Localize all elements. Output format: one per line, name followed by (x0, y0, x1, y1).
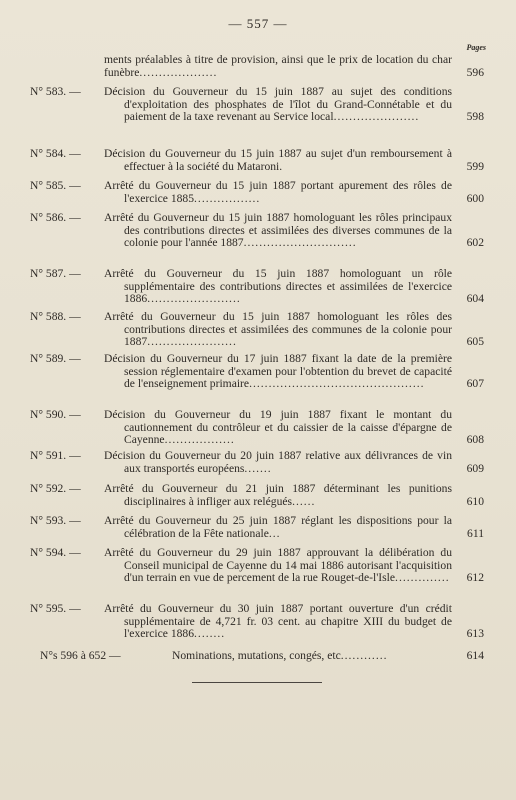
leader-dots: ....... (244, 461, 272, 475)
entry-page: 600 (466, 191, 484, 205)
list-item (30, 148, 484, 173)
list-item (30, 603, 484, 641)
entry-text: Arrêté du Gouverneur du 15 juin 1887 homologuant les rôles principaux des contributions directes et assimilées des diverses communes de la colonie pour l'année 1887 (104, 211, 452, 250)
leader-dots: ...................... (333, 110, 420, 124)
list-item (30, 483, 484, 508)
entry-page: 605 (466, 335, 484, 349)
entry-number: N° 590. — (30, 408, 81, 421)
list-item (30, 54, 484, 79)
entry-number: N° 595. — (30, 602, 81, 615)
list-item (30, 515, 484, 540)
entry-text: Arrêté du Gouverneur du 25 juin 1887 réglant les dispositions pour la célébration de la Fête nationale (104, 514, 452, 540)
list-item (30, 409, 484, 447)
entry-text: Arrêté du Gouverneur du 15 juin 1887 homologuant les rôles des contributions directes et assimilées des communes de la colonie pour 1887 (104, 310, 452, 349)
list-item (30, 650, 484, 663)
entry-page: 599 (466, 159, 484, 173)
leader-dots: ............................. (243, 236, 357, 250)
entry-page: 604 (466, 292, 484, 306)
page-number: — 557 — (228, 16, 288, 31)
entry-page: 613 (466, 627, 484, 641)
leader-dots: .................. (164, 433, 235, 447)
entry-text: Arrêté du Gouverneur du 15 juin 1887 portant apurement des rôles de l'exercice 1885 (104, 179, 452, 205)
entry-page: 614 (466, 649, 484, 662)
leader-dots: ....................... (147, 335, 237, 349)
entry-number: N° 589. — (30, 352, 81, 365)
leader-dots: ........ (194, 627, 226, 641)
leader-dots: ........................ (147, 292, 241, 306)
pages-column-label: Pages (466, 43, 486, 52)
list-item (30, 86, 484, 124)
entry-page: 607 (466, 377, 484, 391)
leader-dots: ...... (292, 494, 316, 508)
entry-text: Décision du Gouverneur du 20 juin 1887 relative aux délivrances de vin aux transportés européens (104, 449, 452, 475)
entry-number: N° 585. — (30, 179, 81, 192)
entry-text: Arrêté du Gouverneur du 30 juin 1887 portant ouverture d'un crédit supplémentaire de 4,721 fr. 03 cent. au chapitre XIII du budget de l'exercice 1886 (104, 602, 452, 641)
list-item (30, 212, 484, 250)
section-divider (192, 682, 322, 683)
entry-page: 609 (466, 461, 484, 475)
list-item (30, 353, 484, 391)
entry-page: 596 (466, 65, 484, 79)
leader-dots: ... (268, 526, 281, 540)
list-item (30, 180, 484, 205)
entry-number: N° 594. — (30, 546, 81, 559)
entry-number: N° 583. — (30, 85, 81, 98)
entry-page: 608 (466, 433, 484, 447)
entry-text: Décision du Gouverneur du 15 juin 1887 au sujet d'un remboursement à effectuer à la société du Mataroni (104, 147, 452, 173)
entry-text: Arrêté du Gouverneur du 29 juin 1887 approuvant la délibération du Conseil municipal de Cayenne du 14 mai 1886 autorisant l'acquisition d'un terrain en vue de percement de la rue Rouget-de-l'Isle (104, 546, 452, 585)
entry-text: Arrêté du Gouverneur du 21 juin 1887 déterminant les punitions disciplinaires à infliger aux relégués (104, 482, 452, 508)
list-item (30, 311, 484, 349)
entry-number: N° 584. — (30, 147, 81, 160)
entry-page: 610 (466, 494, 484, 508)
entry-number: N° 587. — (30, 267, 81, 280)
list-item (30, 547, 484, 585)
entry-page: 612 (466, 571, 484, 585)
leader-dots: .................... (139, 65, 218, 79)
entry-text: Arrêté du Gouverneur du 15 juin 1887 homologuant un rôle supplémentaire des contributions directes et assimilées de l'exercice 1886 (104, 267, 452, 306)
leader-dots: . (279, 159, 284, 173)
entry-number: N° 586. — (30, 211, 81, 224)
list-item (30, 268, 484, 306)
entry-number: N° 593. — (30, 514, 81, 527)
leader-dots: ............ (340, 649, 388, 662)
entry-number: N° 588. — (30, 310, 81, 323)
entry-text: Décision du Gouverneur du 15 juin 1887 au sujet des conditions d'exploitation des phosphates de l'îlot du Grand-Connétable et du paiement de la taxe revenant au Service local (104, 85, 452, 124)
entry-text: Nominations, mutations, congés, etc (172, 649, 341, 662)
entry-text: Décision du Gouverneur du 17 juin 1887 fixant la date de la première session réglementaire d'examen pour l'obtention du brevet de capacité de l'enseignement primaire (104, 352, 452, 391)
entry-number: N°s 596 à 652 — (40, 649, 121, 662)
entry-number: N° 592. — (30, 482, 81, 495)
list-item (30, 450, 484, 475)
leader-dots: .............. (395, 571, 450, 585)
entry-number: N° 591. — (30, 449, 81, 462)
entry-page: 611 (467, 526, 484, 540)
leader-dots: ................. (194, 191, 261, 205)
entry-text: Décision du Gouverneur du 19 juin 1887 fixant le montant du cautionnement du contrôleur et du caissier de la caisse d'épargne de Cayenne (104, 408, 452, 447)
leader-dots: ............................................. (249, 377, 425, 391)
entry-text: ments préalables à titre de provision, ainsi que le prix de location du char funèbre (104, 53, 452, 79)
entry-page: 598 (466, 110, 484, 124)
entry-page: 602 (466, 236, 484, 250)
